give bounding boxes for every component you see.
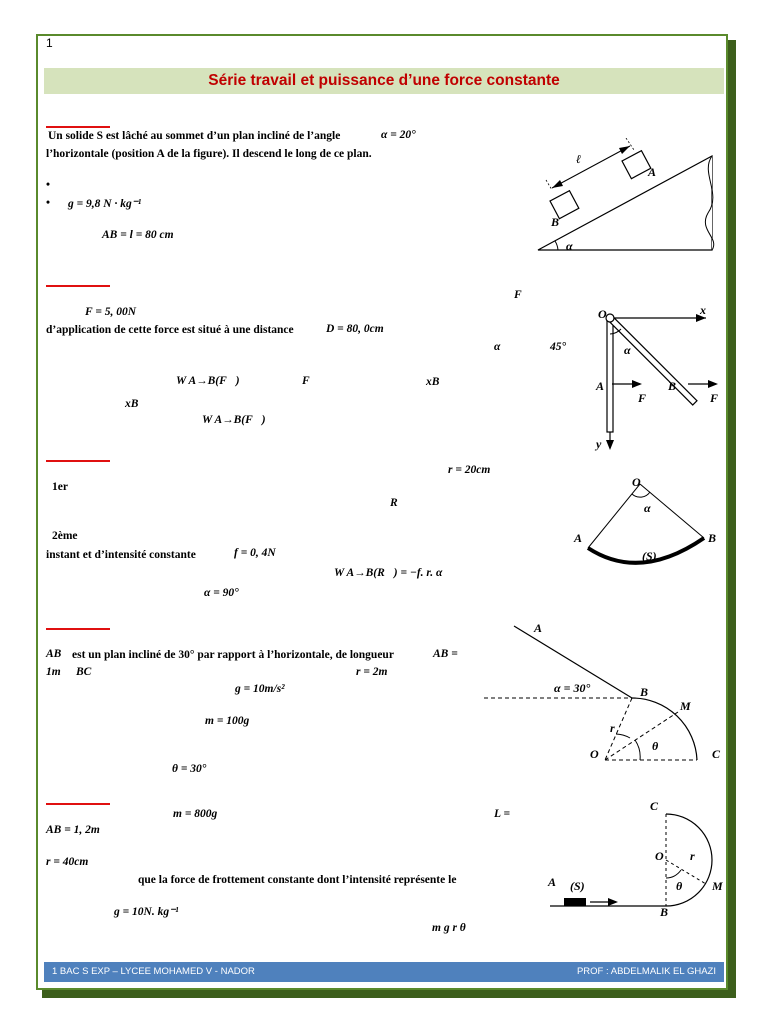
ex1-fig-label-l: ℓ bbox=[576, 152, 582, 166]
ex2-fig-label-f2: F⃗ bbox=[710, 391, 728, 405]
ex2-fig-label-alpha: α bbox=[624, 343, 631, 357]
ex5-half-circle bbox=[666, 814, 712, 906]
ex5-fig-label-c: C bbox=[650, 799, 659, 813]
exercise-1-marker bbox=[46, 126, 110, 128]
ex2-fig-label-y: y bbox=[596, 437, 602, 451]
ex2-distance: D = 80, 0cm bbox=[326, 323, 384, 335]
ex1-length: AB = l = 80 cm bbox=[102, 229, 174, 241]
ex4-fig-label-r: r bbox=[610, 721, 615, 735]
ex2-xb-1: xB bbox=[426, 376, 440, 388]
page-number: 1 bbox=[46, 36, 53, 50]
ex4-radius: r = 2m bbox=[356, 666, 388, 678]
ex4-bc: BC bbox=[76, 666, 92, 678]
ex4-gravity: g = 10m/s² bbox=[235, 683, 285, 695]
ex2-fig-label-x: x bbox=[700, 303, 706, 317]
ex2-fig-label-a: A bbox=[596, 379, 605, 393]
ex5-fig-label-s: (S) bbox=[570, 879, 585, 893]
ex3-arc-figure bbox=[570, 472, 720, 572]
page-title: Série travail et puissance d’une force constante bbox=[44, 68, 724, 94]
ex2-vector-f: F⃗ bbox=[514, 289, 531, 301]
ex2-xb-2: xB bbox=[125, 398, 139, 410]
ex5-block-s bbox=[564, 898, 586, 906]
ex5-length-l: L = bbox=[494, 808, 511, 820]
ex1-line1: Un solide S est lâché au sommet d’un plan incliné de l’angle bbox=[48, 130, 341, 142]
ex3-fig-label-alpha: α bbox=[644, 501, 651, 515]
ex4-ab: AB bbox=[46, 648, 62, 660]
ex2-line1: d’application de cette force est situé à une distance bbox=[46, 324, 294, 336]
ex1-bullet-2: • bbox=[46, 197, 51, 209]
ex1-incline-figure bbox=[530, 138, 730, 258]
ex4-fig-label-b: B bbox=[640, 685, 649, 699]
exercise-4-marker bbox=[46, 628, 110, 630]
ex4-mass: m = 100g bbox=[205, 715, 250, 727]
ex3-second: 2ème bbox=[52, 530, 78, 542]
ex5-vars: m g r θ bbox=[432, 922, 466, 934]
ex4-track-figure bbox=[480, 618, 730, 768]
ex3-first: 1er bbox=[52, 481, 68, 493]
ex1-bullet-1: • bbox=[46, 179, 51, 191]
ex3-radius: r = 20cm bbox=[448, 464, 491, 476]
ex4-line1: est un plan incliné de 30° par rapport à l’horizontale, de longueur bbox=[72, 649, 394, 661]
ex1-fig-label-b: B bbox=[551, 215, 560, 229]
ex2-angle-45: 45° bbox=[550, 341, 567, 353]
ex1-line2: l’horizontale (position A de la figure). Il descend le long de ce plan. bbox=[46, 148, 372, 160]
exercise-2-marker bbox=[46, 285, 110, 287]
ex3-vector-r: R⃗ bbox=[390, 497, 407, 509]
ex3-friction: f = 0, 4N bbox=[234, 547, 276, 559]
exercise-3-marker bbox=[46, 460, 110, 462]
ex2-alpha: α bbox=[494, 341, 501, 353]
ex2-vertical-rod bbox=[607, 318, 613, 432]
exercise-5-marker bbox=[46, 803, 110, 805]
ex5-radius: r = 40cm bbox=[46, 856, 89, 868]
ex5-fig-label-o: O bbox=[655, 849, 664, 863]
ex2-fig-label-o: O bbox=[598, 307, 607, 321]
ex1-gravity: g = 9,8 N · kg⁻¹ bbox=[68, 198, 142, 210]
ex2-work-2: W A→B(F⃗) bbox=[202, 414, 266, 426]
ex4-fig-label-c: C bbox=[712, 747, 721, 761]
ex3-work: W A→B(R⃗) = −f. r. α bbox=[334, 567, 443, 579]
ex5-fig-label-m: M bbox=[712, 879, 723, 893]
ex5-fig-label-a: A bbox=[548, 875, 557, 889]
ex2-fig-label-b: B bbox=[668, 379, 677, 393]
ex4-fig-label-alpha: α = 30° bbox=[554, 681, 591, 695]
ex5-fig-label-b: B bbox=[660, 905, 669, 919]
ex5-gravity: g = 10N. kg⁻¹ bbox=[114, 906, 179, 918]
ex1-fig-label-alpha: α bbox=[566, 239, 573, 253]
ex3-fig-label-a: A bbox=[574, 531, 583, 545]
ex5-fig-label-theta: θ bbox=[676, 879, 683, 893]
footer-left: 1 BAC S EXP – LYCEE MOHAMED V - NADOR bbox=[52, 966, 255, 977]
ex2-f-label: F bbox=[302, 375, 310, 387]
ex2-fig-label-f1: F⃗ bbox=[638, 391, 656, 405]
ex2-pendulum-figure bbox=[590, 300, 730, 455]
ex2-work-1: W A→B(F⃗) bbox=[176, 375, 240, 387]
ex4-fig-label-theta: θ bbox=[652, 739, 659, 753]
ex3-alpha-90: α = 90° bbox=[204, 587, 239, 599]
ex5-ab: AB = 1, 2m bbox=[46, 824, 100, 836]
ex4-theta: θ = 30° bbox=[172, 763, 207, 775]
ex5-fig-label-r: r bbox=[690, 849, 695, 863]
page-footer bbox=[44, 962, 724, 982]
ex4-fig-label-m: M bbox=[680, 699, 691, 713]
ex5-line1: que la force de frottement constante dont l’intensité représente le bbox=[138, 874, 457, 886]
ex3-fig-label-b: B bbox=[708, 531, 717, 545]
ex5-mass: m = 800g bbox=[173, 808, 218, 820]
ex4-ab-eq: AB = bbox=[433, 648, 458, 660]
ex4-fig-label-a: A bbox=[534, 621, 543, 635]
footer-right: PROF : ABDELMALIK EL GHAZI bbox=[576, 966, 716, 977]
ex1-angle: α = 20° bbox=[381, 129, 416, 141]
ex4-one-meter: 1m bbox=[46, 666, 61, 678]
ex4-fig-label-o: O bbox=[590, 747, 599, 761]
ex1-fig-label-a: A bbox=[648, 165, 657, 179]
ex3-fig-label-s: (S) bbox=[642, 549, 657, 563]
ex1-block-a bbox=[622, 151, 651, 179]
ex2-force: F = 5, 00N bbox=[85, 306, 137, 318]
ex3-line1: instant et d’intensité constante bbox=[46, 549, 196, 561]
ex5-loop-figure bbox=[540, 798, 730, 923]
ex3-fig-label-o: O bbox=[632, 475, 641, 489]
